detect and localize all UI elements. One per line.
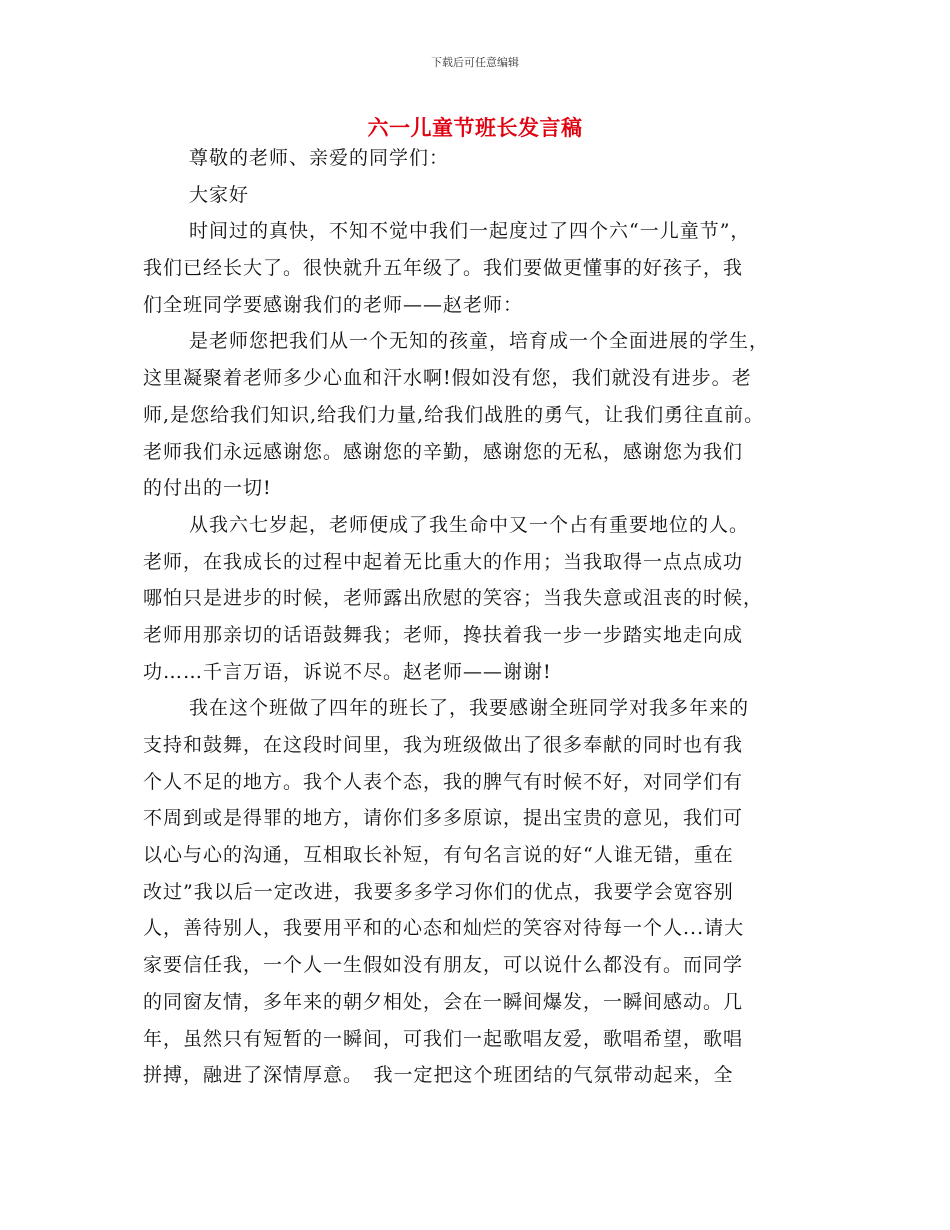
body-line: 家要信任我，一个人一生假如没有朋友，可以说什么都没有。而同学 [143,954,744,977]
body-line: 支持和鼓舞，在这段时间里，我为班级做出了很多奉献的同时也有我 [143,734,744,756]
document-body [143,140,823,1094]
body-line: 老师，在我成长的过程中起着无比重大的作用；当我取得一点点成功 [143,550,744,573]
body-line: 拼搏，融进了深情厚意。 我一定把这个班团结的气氛带动起来，全 [143,1064,734,1087]
body-line: 这里凝聚着老师多少心血和汗水啊!假如没有您，我们就没有进步。老 [143,367,752,390]
body-line: 的同窗友情，多年来的朝夕相处，会在一瞬间爆发，一瞬间感动。几 [143,990,744,1013]
body-line: 大家好 [189,183,250,206]
body-line: 个人不足的地方。我个人表个态，我的脾气有时候不好，对同学们有 [143,770,744,793]
body-line: 是老师您把我们从一个无知的孩童，培育成一个全面进展的学生， [189,330,770,353]
body-line: 时间过的真快，不知不觉中我们一起度过了四个六“一儿童节”， [189,220,751,243]
body-line: 的付出的一切! [143,477,272,500]
body-line: 我们已经长大了。很快就升五年级了。我们要做更懂事的好孩子，我 [143,257,744,280]
body-line: 师,是您给我们知识,给我们力量,给我们战胜的勇气，让我们勇往直前。 [143,403,765,426]
body-line: 尊敬的老师、亲爱的同学们： [189,147,450,169]
page-header-note: 下载后可任意编辑 [431,56,519,69]
body-line: 老师我们永远感谢您。感谢您的辛勤，感谢您的无私，感谢您为我们 [143,440,744,463]
body-line: 我在这个班做了四年的班长了，我要感谢全班同学对我多年来的 [189,697,750,720]
body-line: 不周到或是得罪的地方，请你们多多原谅，提出宝贵的意见，我们可 [143,807,744,830]
body-line: 改过”我以后一定改进，我要多多学习你们的优点，我要学会宽容别 [143,880,734,903]
body-line: 功……千言万语，诉说不尽。赵老师——谢谢! [143,660,552,683]
body-line: 老师用那亲切的话语鼓舞我；老师，搀扶着我一步一步踏实地走向成 [143,623,744,646]
body-line: 人，善待别人，我要用平和的心态和灿烂的笑容对待每一个人...请大 [143,917,745,940]
body-line: 以心与心的沟通，互相取长补短，有句名言说的好“人谁无错，重在 [143,844,734,867]
body-line: 哪怕只是进步的时候，老师露出欣慰的笑容；当我失意或沮丧的时候， [143,587,764,610]
body-line: 们全班同学要感谢我们的老师——赵老师： [143,293,524,316]
body-line: 从我六七岁起，老师便成了我生命中又一个占有重要地位的人。 [189,513,750,536]
document-title: 六一儿童节班长发言稿 [367,116,583,140]
body-line: 年，虽然只有短暂的一瞬间，可我们一起歌唱友爱，歌唱希望，歌唱 [143,1027,744,1050]
